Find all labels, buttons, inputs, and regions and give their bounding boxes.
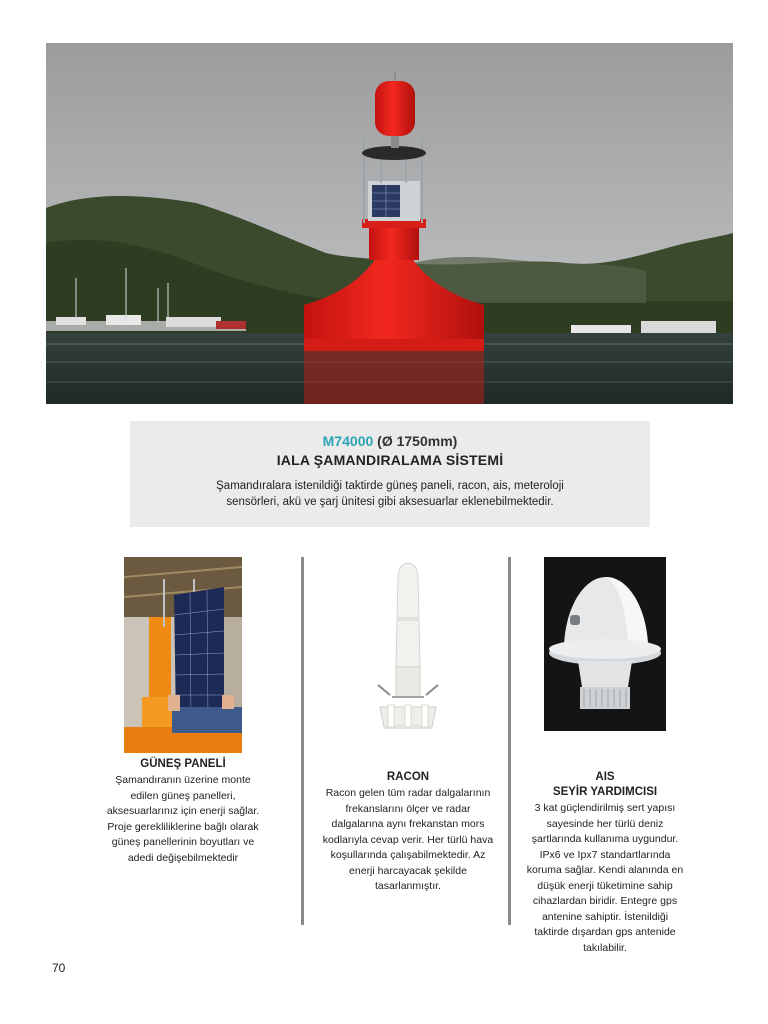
ais-text: 3 kat güçlendirilmiş sert yapısı sayesinde her türlü deniz şartlarında kullanıma uygundur. IPx6 ve Ipx7 standartlarında koruma sağlar. Kendi alanında en düşük enerji tüketimine sahip cihazlardan biridir. Entegre gps antenine sahiptir. İstenildiği taktirde dışardan gps antenide takılabilir.: [526, 802, 684, 954]
racon-title: RACON: [386, 771, 430, 783]
column-divider: [301, 557, 304, 925]
column-divider: [508, 557, 511, 925]
racon-photo: [368, 557, 448, 753]
product-diameter: (Ø 1750mm): [377, 433, 458, 449]
hero-buoy-photo: [46, 43, 733, 404]
product-name: IALA ŞAMANDIRALAMA SİSTEMİ: [276, 452, 504, 468]
solar-panel-photo: [124, 557, 242, 753]
page-number: 70: [52, 961, 66, 975]
accessory-racon: [320, 557, 496, 895]
solar-panel-title: GÜNEŞ PANELİ: [140, 758, 226, 770]
accessory-ais: [525, 557, 685, 956]
racon-text: Racon gelen tüm radar dalgalarının frekanslarını ölçer ve radar dalgalarına aynı frekanstan mors kodlarıyla cevap verir. Her türlü hava koşullarında çalışabilmektedir. Az enerji harcayacak şekilde tasarlanmıştır.: [322, 787, 494, 892]
accessory-solar-panel: [100, 557, 266, 866]
ais-photo: [544, 557, 666, 731]
ais-subtitle: SEYİR YARDIMCISI: [552, 786, 658, 798]
product-heading: [130, 433, 650, 449]
product-title-box: [130, 421, 650, 527]
solar-panel-text: Şamandıranın üzerine monte edilen güneş panelleri, aksesuarlarınız için enerji sağlar. Proje gerekliliklerine bağlı olarak güneş panellerinin boyutları ve adedi değişebilmektedir: [106, 774, 260, 864]
product-description: Şamandıralara istenildiği taktirde güneş paneli, racon, ais, meteroloji sensörleri, akü ve şarj ünitesi gibi aksesuarlar eklenebilmektedir.: [216, 480, 564, 508]
ais-title: AIS: [595, 771, 615, 783]
product-model: M74000: [322, 433, 374, 449]
